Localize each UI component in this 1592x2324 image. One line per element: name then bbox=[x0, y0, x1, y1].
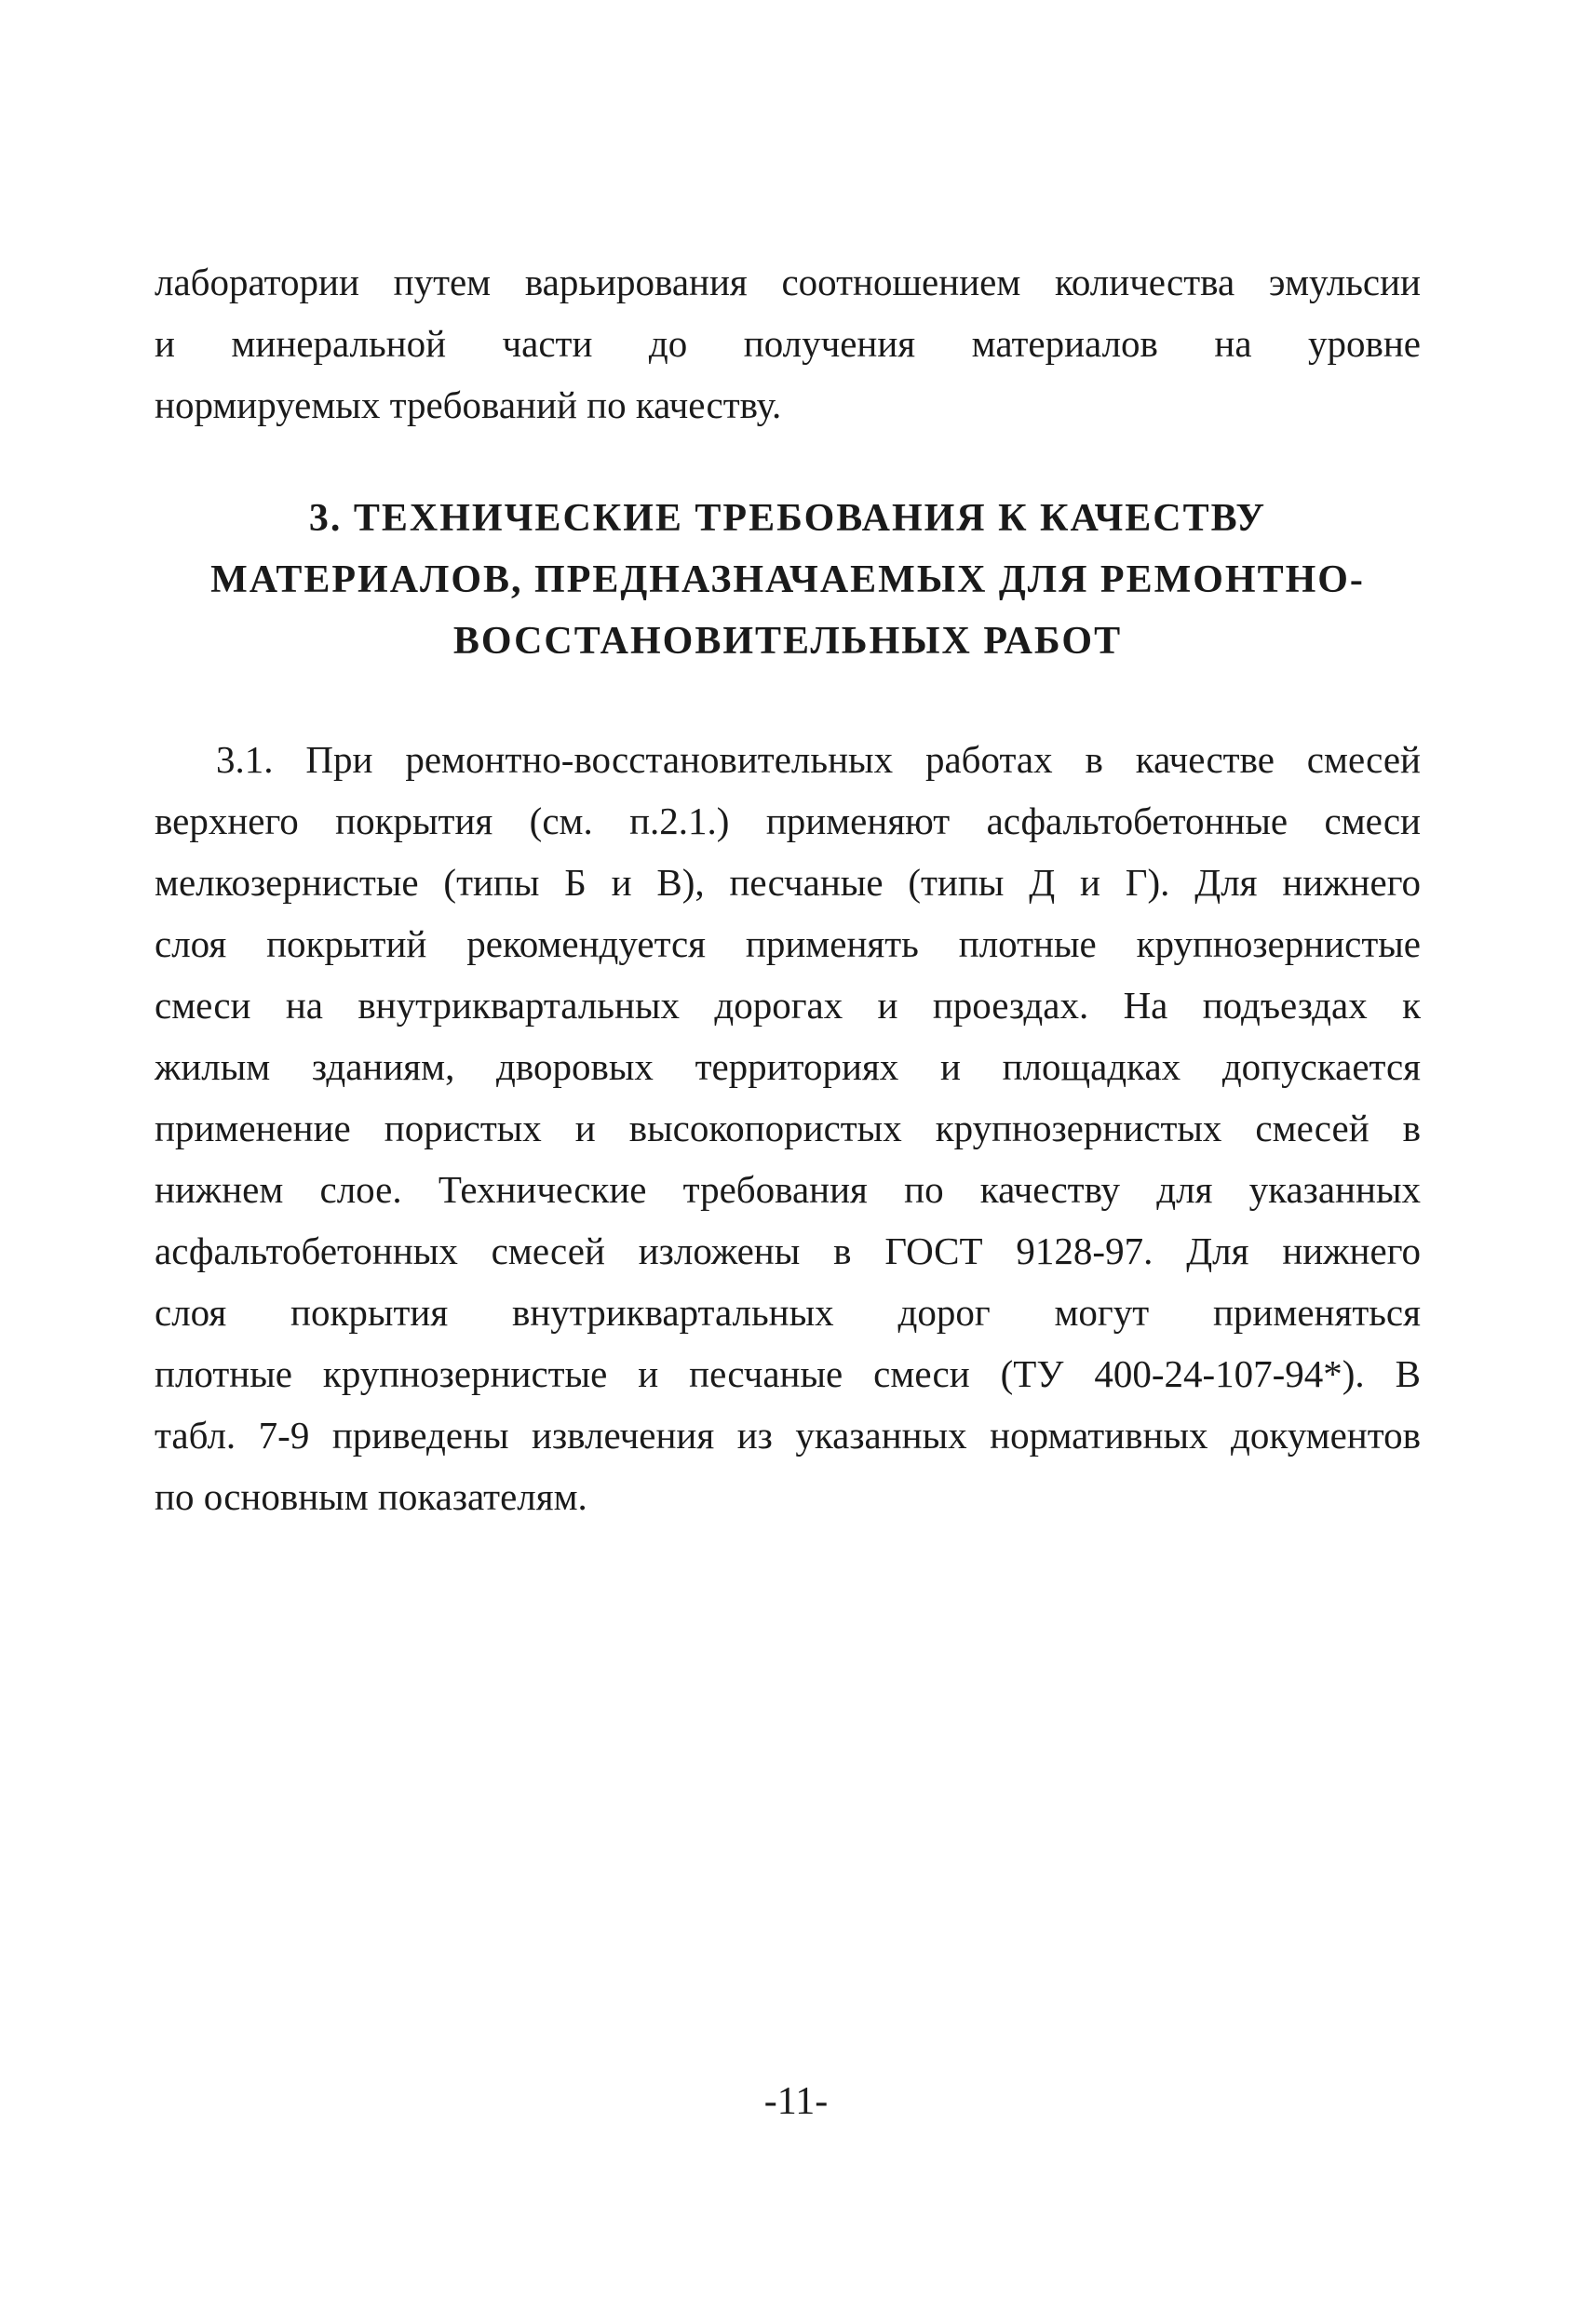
page-number: -11- bbox=[763, 2080, 829, 2123]
text-line: применение пористых и высокопористых крупнозернистых смесей в bbox=[155, 1107, 1421, 1149]
text-line: 3.1. При ремонтно-восстановительных работах в качестве смесей bbox=[216, 738, 1421, 781]
text-line: нижнем слое. Технические требования по качеству для указанных bbox=[155, 1168, 1421, 1211]
text-line: табл. 7-9 приведены извлечения из указанных нормативных документов bbox=[155, 1414, 1421, 1457]
intro-paragraph bbox=[155, 251, 1421, 436]
text-line: нормируемых требований по качеству. bbox=[155, 383, 782, 426]
section-heading bbox=[155, 488, 1421, 672]
heading-line: 3. ТЕХНИЧЕСКИЕ ТРЕБОВАНИЯ К КАЧЕСТВУ bbox=[308, 497, 1267, 540]
text-line: лаборатории путем варьирования соотношением количества эмульсии bbox=[155, 261, 1421, 303]
heading-line: ВОССТАНОВИТЕЛЬНЫХ РАБОТ bbox=[452, 620, 1123, 663]
heading-line: МАТЕРИАЛОВ, ПРЕДНАЗНАЧАЕМЫХ ДЛЯ РЕМОНТНО- bbox=[210, 558, 1365, 601]
text-line: жилым зданиям, дворовых территориях и площадках допускается bbox=[155, 1045, 1421, 1088]
text-line: верхнего покрытия (см. п.2.1.) применяют асфальтобетонные смеси bbox=[155, 799, 1421, 842]
text-line: слоя покрытий рекомендуется применять плотные крупнозернистые bbox=[155, 922, 1421, 965]
text-line: асфальтобетонных смесей изложены в ГОСТ 9128-97. Для нижнего bbox=[155, 1229, 1421, 1272]
section-paragraph bbox=[155, 729, 1421, 1527]
text-line: смеси на внутриквартальных дорогах и проездах. На подъездах к bbox=[155, 984, 1421, 1027]
text-line: и минеральной части до получения материалов на уровне bbox=[155, 322, 1421, 365]
text-line: по основным показателям. bbox=[155, 1475, 587, 1518]
text-line: плотные крупнозернистые и песчаные смеси (ТУ 400-24-107-94*). В bbox=[155, 1352, 1421, 1395]
text-line: слоя покрытия внутриквартальных дорог могут применяться bbox=[155, 1291, 1421, 1334]
text-line: мелкозернистые (типы Б и В), песчаные (типы Д и Г). Для нижнего bbox=[155, 861, 1421, 904]
